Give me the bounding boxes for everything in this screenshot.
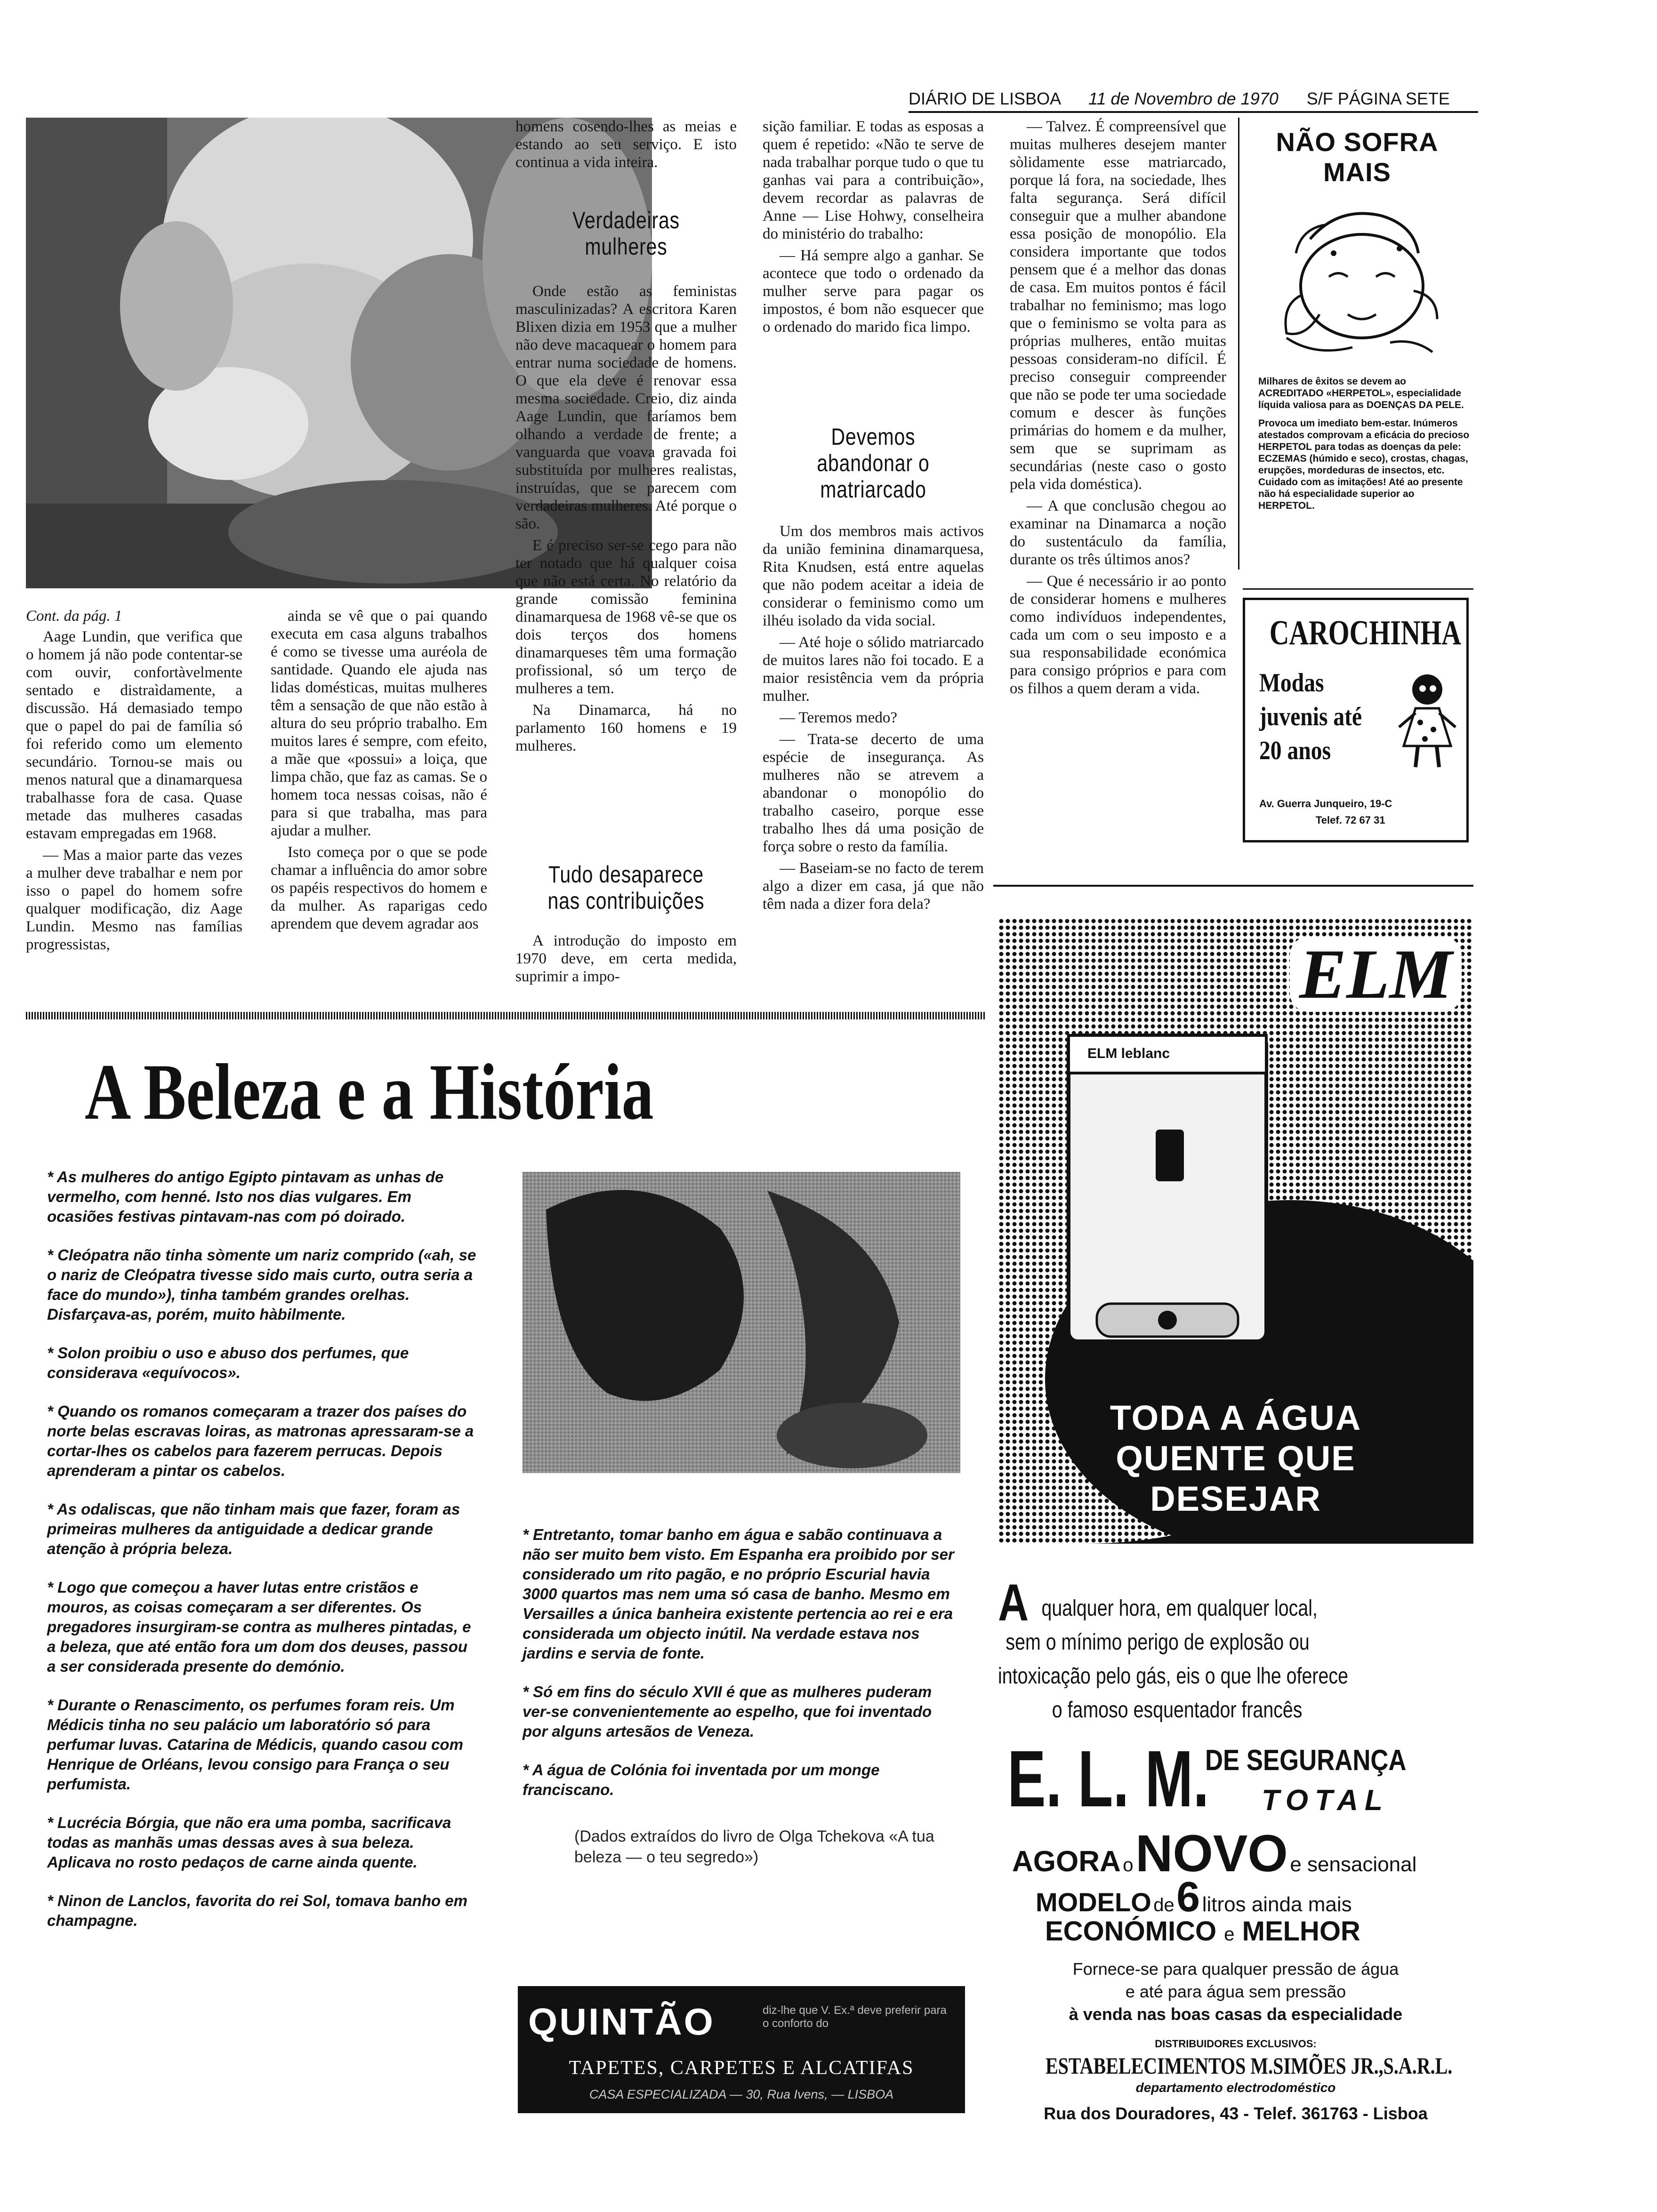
ad-quintao <box>518 1986 965 2113</box>
paragraph: E é preciso ser-se cego para não ter notado que há qualquer coisa que não está certa. No relatório da grande comissão feminina dinamarquesa de 1968 vê-se que os dois terços dos homens dinamarqueses têm uma formação profissional, só um terço de mulheres a tem. <box>515 537 737 697</box>
elm-supply-2: e até para água sem pressão <box>1125 1982 1346 2001</box>
ad-carochinha-address: Av. Guerra Junqueiro, 19-C <box>1259 798 1392 809</box>
subhead-matriarcado: Devemos abandonar o matriarcado <box>817 424 930 503</box>
elm-cap: A <box>998 1574 1029 1632</box>
elm-slogan <box>998 1398 1473 1519</box>
fact-item: * Ninon de Lanclos, favorita do rei Sol, tomava banho em champagne. <box>47 1892 467 1929</box>
elm-supply-1: Fornece-se para qualquer pressão de água <box>1072 1959 1399 1979</box>
fact-item: * Lucrécia Bórgia, que não era uma pomba, sacrificava todas as manhãs umas dessas aves à sua beleza. Aplicava no rosto pedaços de carne ainda quente. <box>47 1814 451 1871</box>
ad-quintao-name: QUINTÃO <box>528 2001 715 2043</box>
article-col-4b <box>763 522 984 917</box>
paragraph: Um dos membros mais activos da união feminina dinamarquesa, Rita Knudsen, está entre aquelas que não podem aceitar a ideia de considerar o feminismo como um ilhéu isolado da vida social. <box>763 523 984 629</box>
feature-right-col <box>523 1525 960 1819</box>
elm-brand: E. L. M. <box>1007 1734 1209 1824</box>
crying-girl-illustration <box>1258 197 1456 366</box>
elm-novo: NOVO <box>1135 1825 1288 1883</box>
elm-line-1: qualquer hora, em qualquer local, <box>1041 1596 1318 1621</box>
elm-address: Rua dos Douradores, 43 - Telef. 361763 - Lisboa <box>1044 2104 1428 2123</box>
elm-melhor: MELHOR <box>1242 1916 1360 1947</box>
ad-carochinha-line2: juvenis até <box>1259 702 1362 731</box>
fact-item: * A água de Colónia foi inventada por um monge franciscano. <box>523 1761 880 1798</box>
ad-carochinha <box>1243 598 1469 842</box>
paragraph: — Até hoje o sólido matriarcado de muitos lares não foi tocado. E a maior resistência vem da própria mulher. <box>763 634 984 705</box>
page-number: S/F PÁGINA SETE <box>1306 89 1450 108</box>
ad-quintao-line: TAPETES, CARPETES E ALCATIFAS <box>569 2057 914 2079</box>
paragraph: A introdução do imposto em 1970 deve, em certa medida, suprimir a impo- <box>515 932 737 985</box>
elm-company: ESTABELECIMENTOS M.SIMÕES JR.,S.A.R.L. <box>1046 2052 1453 2079</box>
ad-quintao-address: CASA ESPECIALIZADA — 30, Rua Ivens, — LISBOA <box>589 2087 894 2101</box>
elm-modelo: MODELO <box>1036 1887 1151 1917</box>
elm-slogan-2: QUENTE QUE <box>1116 1439 1356 1478</box>
elm-economico: ECONÓMICO <box>1045 1916 1217 1947</box>
paragraph: — A que conclusão chegou ao examinar na Dinamarca a noção do sustentáculo da família, durante os três últimos anos? <box>1010 497 1226 568</box>
elm-heater-label: ELM leblanc <box>1087 1046 1170 1061</box>
article-col-3b <box>515 282 737 759</box>
elm-line-2: sem o mínimo perigo de explosão ou <box>1005 1630 1310 1655</box>
subhead-verdadeiras: Verdadeiras mulheres <box>572 207 680 260</box>
elm-distributors: DISTRIBUIDORES EXCLUSIVOS: <box>1155 2038 1317 2050</box>
article-col-1 <box>26 607 242 957</box>
herpetol-rule <box>1243 588 1473 590</box>
elm-sensacional: e sensacional <box>1290 1853 1417 1876</box>
elm-litros: litros ainda mais <box>1202 1893 1352 1916</box>
fact-item: * Entretanto, tomar banho em água e sabão continuava a não ser muito bem visto. Em Espanha era proibido por ser considerado um rito pagão, e no próprio Escurial havia 3000 quartos mas nem uma só casa de banho. Mesmo em Versailles a única banheira existente pertencia ao rei e era considerada um objecto inútil. Na verdade estava nos jardins e servia de fonte. <box>523 1526 954 1662</box>
paper-name: DIÁRIO DE LISBOA <box>909 89 1061 108</box>
continued-label: Cont. da pág. 1 <box>26 608 122 625</box>
ad-elm <box>998 918 1473 2132</box>
paragraph: — Trata-se decerto de uma espécie de insegurança. As mulheres não se atrevem a abandonar o monopólio do trabalho caseiro, porque esse trabalho lhes dá uma posição de força sobre o resto da família. <box>763 731 984 855</box>
paragraph: — Mas a maior parte das vezes a mulher deve trabalhar e nem por isso o papel do homem sofre qualquer modificação, diz Aage Lundin. Mesmo nas famílias progressistas, <box>26 847 242 953</box>
section-separator <box>26 1012 986 1019</box>
article-col-4 <box>763 118 984 340</box>
subhead-contribuicoes: Tudo desaparece nas contribuições <box>547 861 705 914</box>
elm-agora: AGORA <box>1012 1845 1121 1878</box>
paragraph: — Que é necessário ir ao ponto de considerar homens e mulheres como indivíduos independentes, cada um com o seu imposto e a sua responsabilidade económica para consigo próprios e para com os filhos a quem deram a vida. <box>1010 573 1226 697</box>
fact-item: * Cleópatra não tinha sòmente um nariz comprido («ah, se o nariz de Cleópatra tivesse sido mais curto, outra seria a face do mundo»), tinha também grandes orelhas. Disfarçava-as, porém, muito hàbilmente. <box>47 1246 476 1323</box>
article-col-2 <box>271 607 487 937</box>
ad-herpetol <box>1238 118 1475 569</box>
doll-icon <box>1397 671 1458 769</box>
fact-item: * Solon proibiu o uso e abuso dos perfumes, que considerava «equívocos». <box>47 1344 409 1381</box>
beauty-photo <box>523 1172 960 1473</box>
paragraph: — Teremos medo? <box>780 709 898 726</box>
ad-carochinha-line1: Modas <box>1259 668 1324 697</box>
elm-eco-line <box>1045 1915 1360 1947</box>
issue-date: 11 de Novembro de 1970 <box>1088 89 1279 108</box>
elm-logo: ELM <box>1290 937 1462 1012</box>
elm-copy <box>998 1574 1473 1727</box>
elm-supply <box>998 1958 1473 2026</box>
elm-seg-1: DE SEGURANÇA <box>1205 1744 1407 1777</box>
article-col-5 <box>1010 118 1226 701</box>
fact-item: * Só em fins do século XVII é que as mulheres puderam ver-se convenientemente ao espelho, que foi inventado por alguns artesãos de Veneza. <box>523 1683 932 1740</box>
header-rule <box>909 111 1478 113</box>
elm-line-3: intoxicação pelo gás, eis o que lhe oferece <box>998 1664 1348 1689</box>
feature-title: A Beleza e a História <box>85 1048 654 1136</box>
ad-carochinha-line3: 20 anos <box>1259 736 1331 765</box>
article-col-3 <box>515 118 737 175</box>
elm-modelo-line <box>1036 1873 1352 1922</box>
page-header <box>909 89 1473 108</box>
paragraph: Na Dinamarca, há no parlamento 160 homens e 19 mulheres. <box>515 702 737 754</box>
paragraph: — Há sempre algo a ganhar. Se acontece que todo o ordenado da mulher serve para pagar os impostos, é bom não esquecer que o ordenado do marido fica limpo. <box>763 247 984 336</box>
article-col-3c <box>515 932 737 989</box>
ad-carochinha-name: CAROCHINHA <box>1269 614 1461 652</box>
paragraph: — Talvez. É compreensível que muitas mulheres desejem manter sòlidamente esse matriarcado, porque lá fora, na sociedade, lhes falta segurança. Será difícil conseguir que a mulher abandone essa posição de monopólio. Ela considera importante que todos pensem que é a melhor das donas de casa. Em muitos pontos é fácil trabalhar no feminismo; mas logo que o feminismo se volta para as próprias mulheres, então muitas pessoas consideram-no difícil. É preciso conseguir compreender que não se pode ter uma sociedade comum e descer às funções primárias do homem e da mulher, sem que se suprimam as secundárias (neste caso o gosto pela vida doméstica). <box>1010 118 1226 493</box>
elm-line-4: o famoso esquentador francês <box>1052 1698 1303 1723</box>
paragraph: ainda se vê que o pai quando executa em casa alguns trabalhos é como se tivesse uma auréola de santidade. Quando ele ajuda nas lidas domésticas, muitas mulheres têm a sensação de que não estão à altura do seu próprio trabalho. Em muitos lares é sempre, com efeito, a mãe que «possui» a loiça, que limpa chão, que faz as camas. Se o homem toca nessas coisas, não é para si que trabalha, mas para ajudar a mulher. <box>271 608 487 839</box>
ad-herpetol-body: Milhares de êxitos se devem ao ACREDITADO «HERPETOL», especialidade líquida valiosa para as DOENÇAS DA PELE. Provoca um imediato bem-estar. Inúmeros atestados comprovam a eficácia do precioso HERPETOL para todas as doenças da pele: ECZEMAS (húmido e seco), crostas, chagas, erupções, mordeduras de insectos, etc. Cuidado com as imitações! Até ao presente não há especialidade superior ao HERPETOL. <box>1258 376 1470 511</box>
ad-quintao-side: diz-lhe que V. Ex.ª deve preferir para o conforto do <box>763 2004 947 2030</box>
ad-carochinha-phone: Telef. 72 67 31 <box>1316 814 1385 826</box>
fact-item: * As odaliscas, que não tinham mais que fazer, foram as primeiras mulheres da antiguidade a dedicar grande atenção à própria beleza. <box>47 1500 460 1557</box>
elm-o: o <box>1123 1855 1134 1875</box>
paragraph: Isto começa por o que se pode chamar a influência do amor sobre os papéis respectivos do homem e da mulher. As raparigas cedo aprendem que devem agradar aos <box>271 844 487 932</box>
elm-supply-3: à venda nas boas casas da especialidade <box>1069 2004 1403 2024</box>
feature-left-col <box>47 1167 480 1949</box>
elm-slogan-1: TODA A ÁGUA <box>1110 1398 1362 1437</box>
beauty-photo-image <box>523 1172 960 1473</box>
feature-source: (Dados extraídos do livro de Olga Tchekova «A tua beleza — o teu segredo») <box>574 1827 934 1866</box>
fact-item: * As mulheres do antigo Egipto pintavam as unhas de vermelho, com henné. Isto nos dias vulgares. Em ocasiões festivas pintavam-nas com pó doirado. <box>47 1168 444 1225</box>
elm-slogan-3: DESEJAR <box>1150 1479 1321 1518</box>
fact-item: * Durante o Renascimento, os perfumes foram reis. Um Médicis tinha no seu palácio um laboratório só para perfumar luvas. Catarina de Médicis, quando casou com Henrique de Orléans, levou consigo para França o seu perfumista. <box>47 1696 463 1793</box>
elm-de: de <box>1153 1895 1174 1915</box>
paragraph: homens cosendo-lhes as meias e estando ao seu serviço. E isto continua a vida inteira. <box>515 118 737 171</box>
paragraph: Onde estão as feministas masculinizadas? A escritora Karen Blixen dizia em 1953 que a mulher não deve macaquear o homem para entrar numa sociedade de homens. O que ela deve é renovar essa mesma sociedade. Creio, diz ainda Aage Lundin, que faríamos bem olhando a verdade de frente; a vanguarda que voava gravada foi substituída por mulheres realistas, instruídas, que se parecem com verdadeiras mulheres. Até porque o são. <box>515 283 737 532</box>
elm-6: 6 <box>1176 1874 1200 1921</box>
elm-dept: departamento electrodoméstico <box>1135 2080 1336 2095</box>
paragraph: — Baseiam-se no facto de terem algo a dizer em casa, já que não têm nada a dizer fora dela? <box>763 860 984 913</box>
fact-item: * Logo que começou a haver lutas entre cristãos e mouros, as coisas começaram a ser diferentes. Os pregadores insurgiram-se contra as mulheres pintadas, e a beleza, que até então fora um dom dos deuses, passou a ser considerada presente do demónio. <box>47 1579 471 1675</box>
article-rule-right <box>993 885 1473 887</box>
fact-item: * Quando os romanos começaram a trazer dos países do norte belas escravas loiras, as matronas apressaram-se a cortar-lhes os cabelos para fazerem perrucas. Depois aprenderam a pintar os cabelos. <box>47 1403 474 1479</box>
elm-eco-e: e <box>1224 1924 1235 1945</box>
paragraph: sição familiar. E todas as esposas a quem é repetido: «Não te serve de nada trabalhar porque tudo o que tu ganhas vai para a contribuição», devem recordar as palavras de Anne — Lise Hohwy, conselheira do ministério do trabalho: <box>763 118 984 242</box>
paragraph: Aage Lundin, que verifica que o homem já não pode contentar-se com ouvir, confortàvelmente sentado e distraìdamente, a discussão. Há demasiado tempo que o papel do pai de família só foi referido como um elemento secundário. Tornou-se mais ou menos natural que a dinamarquesa trabalhasse fora de casa. Quase metade das mulheres casadas estavam empregadas em 1968. <box>26 628 242 842</box>
elm-seg-2: TOTAL <box>1262 1784 1389 1817</box>
ad-herpetol-headline: NÃO SOFRA MAIS <box>1276 127 1439 187</box>
